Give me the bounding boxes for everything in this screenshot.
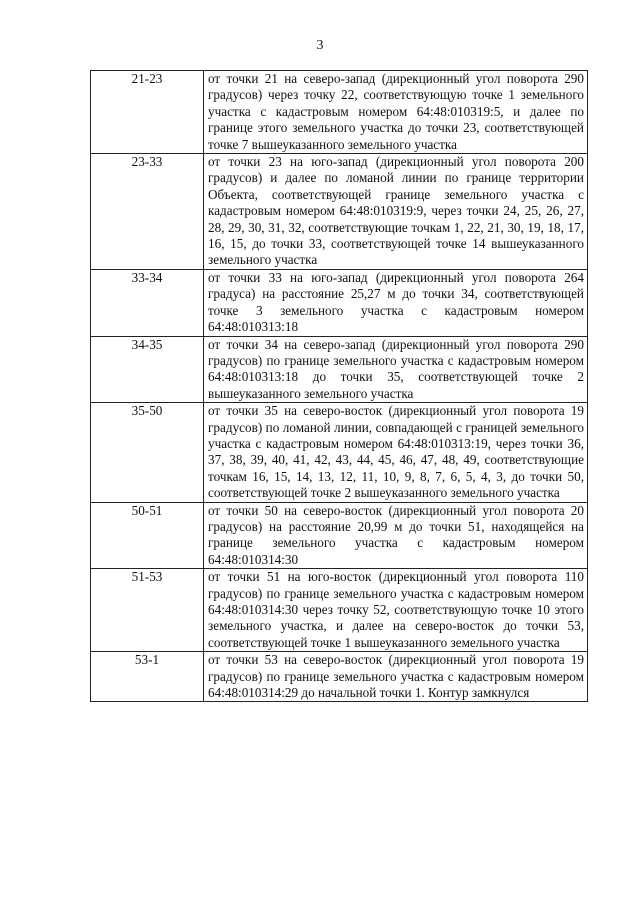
segment-cell: 23-33	[91, 154, 204, 270]
segment-cell: 51-53	[91, 569, 204, 652]
table-row	[91, 652, 588, 702]
description-cell: от точки 51 на юго-восток (дирекционный угол поворота 110 градусов) по границе земельного участка с кадастровым номером 64:48:010314:30 через точку 52, соответствующую точке 10 этого земельного участка, и далее на северо-восток до точки 53, соответствующей точке 1 вышеуказанного земельного участка	[204, 569, 588, 652]
segment-cell: 50-51	[91, 502, 204, 569]
table-row	[91, 502, 588, 569]
description-cell: от точки 23 на юго-запад (дирекционный угол поворота 200 градусов) и далее по ломаной линии по границе территории Объекта, соответствующей границе земельного участка с кадастровым номером 64:48:010319:9, через точки 24, 25, 26, 27, 28, 29, 30, 31, 32, соответствующие точкам 1, 22, 21, 30, 19, 18, 17, 16, 15, до точки 33, соответствующей точке 14 вышеуказанного земельного участка	[204, 154, 588, 270]
table-row	[91, 403, 588, 502]
description-cell: от точки 21 на северо-запад (дирекционный угол поворота 290 градусов) через точку 22, соответствующую точке 1 земельного участка с кадастровым номером 64:48:010319:5, и далее по границе этого земельного участка до точки 23, соответствующей точке 7 вышеуказанного земельного участка	[204, 71, 588, 154]
table-row	[91, 269, 588, 336]
description-cell: от точки 33 на юго-запад (дирекционный угол поворота 264 градуса) на расстояние 25,27 м до точки 34, соответствующей точке 3 земельного участка с кадастровым номером 64:48:010313:18	[204, 269, 588, 336]
table-row	[91, 154, 588, 270]
table-row	[91, 71, 588, 154]
boundary-description-table	[90, 70, 588, 702]
table-row	[91, 569, 588, 652]
page-number: 3	[316, 38, 324, 53]
segment-cell: 21-23	[91, 71, 204, 154]
segment-cell: 35-50	[91, 403, 204, 502]
segment-cell: 33-34	[91, 269, 204, 336]
description-cell: от точки 50 на северо-восток (дирекционный угол поворота 20 градусов) на расстояние 20,99 м до точки 51, находящейся на границе земельного участка с кадастровым номером 64:48:010314:30	[204, 502, 588, 569]
description-cell: от точки 35 на северо-восток (дирекционный угол поворота 19 градусов) по ломаной линии, совпадающей с границей земельного участка с кадастровым номером 64:48:010313:19, через точки 36, 37, 38, 39, 40, 41, 42, 43, 44, 45, 46, 47, 48, 49, соответствующие точкам 16, 15, 14, 13, 12, 11, 10, 9, 8, 7, 6, 5, 4, 3, до точки 50, соответствующей точке 2 вышеуказанного земельного участка	[204, 403, 588, 502]
segment-cell: 53-1	[91, 652, 204, 702]
segment-cell: 34-35	[91, 336, 204, 403]
description-cell: от точки 53 на северо-восток (дирекционный угол поворота 19 градусов) по границе земельного участка с кадастровым номером 64:48:010314:29 до начальной точки 1. Контур замкнулся	[204, 652, 588, 702]
description-cell: от точки 34 на северо-запад (дирекционный угол поворота 290 градусов) по границе земельного участка с кадастровым номером 64:48:010313:18 до точки 35, соответствующей точке 2 вышеуказанного земельного участка	[204, 336, 588, 403]
table-row	[91, 336, 588, 403]
